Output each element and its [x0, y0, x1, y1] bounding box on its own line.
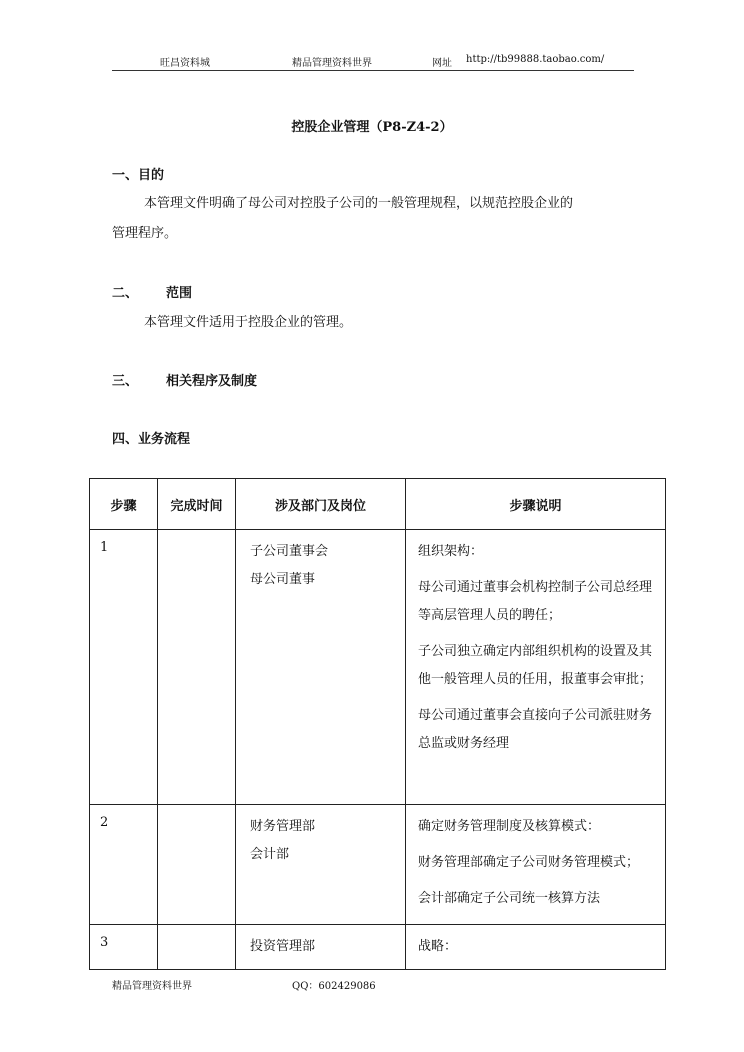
- step-number: 2: [90, 805, 158, 925]
- completion-time: [158, 530, 236, 805]
- section-1-line-2: 管理程序。: [112, 226, 178, 241]
- dept-cell: [236, 530, 406, 805]
- dept-item: 会计部: [250, 847, 290, 862]
- completion-time: [158, 805, 236, 925]
- section-1-line-1: 本管理文件明确了母公司对控股子公司的一般管理规程，以规范控股企业的: [144, 196, 574, 211]
- dept-item: 子公司董事会: [250, 544, 329, 559]
- page-header: [112, 54, 634, 71]
- step-number: 1: [90, 530, 158, 805]
- table-row: [90, 805, 666, 925]
- desc-item: 确定财务管理制度及核算模式：: [418, 819, 601, 834]
- section-4-heading: 四、业务流程: [112, 432, 191, 447]
- desc-cell: [406, 805, 666, 925]
- section-2-text: 本管理文件适用于控股企业的管理。: [144, 315, 353, 330]
- section-3-heading: [112, 370, 258, 389]
- desc-item: 战略：: [418, 939, 458, 954]
- header-desc: 步骤说明: [406, 479, 666, 530]
- header-url-label: 网址: [432, 58, 452, 69]
- desc-cell: [406, 925, 666, 970]
- desc-item: 财务管理部确定子公司财务管理模式；: [418, 855, 640, 870]
- dept-item: 财务管理部: [250, 819, 316, 834]
- header-url: http://tb99888.taobao.com/: [466, 54, 605, 65]
- desc-item: 子公司独立确定内部组织机构的设置及其他一般管理人员的任用，报董事会审批；: [418, 644, 653, 687]
- desc-item: 组织架构：: [418, 544, 484, 559]
- section-1-heading: 一、目的: [112, 168, 165, 183]
- header-time: 完成时间: [158, 479, 236, 530]
- section-3-number: 三、: [112, 374, 139, 389]
- desc-cell: [406, 530, 666, 805]
- table-row: [90, 530, 666, 805]
- section-2-label: 范围: [166, 286, 193, 301]
- desc-item: 会计部确定子公司统一核算方法: [418, 891, 601, 906]
- dept-item: 投资管理部: [250, 939, 316, 954]
- header-step: 步骤: [90, 479, 158, 530]
- document-title: 控股企业管理（P8-Z4-2）: [291, 120, 453, 135]
- dept-cell: [236, 805, 406, 925]
- section-2-number: 二、: [112, 286, 139, 301]
- desc-item: 母公司通过董事会直接向子公司派驻财务总监或财务经理: [418, 708, 653, 751]
- process-table: [89, 478, 666, 970]
- desc-item: 母公司通过董事会机构控制子公司总经理等高层管理人员的聘任；: [418, 580, 653, 623]
- dept-item: 母公司董事: [250, 572, 316, 587]
- completion-time: [158, 925, 236, 970]
- step-number: 3: [90, 925, 158, 970]
- footer-left: 精品管理资料世界: [112, 981, 192, 992]
- table-header-row: [90, 479, 666, 530]
- header-world: 精品管理资料世界: [292, 58, 372, 69]
- table-row: [90, 925, 666, 970]
- section-3-label: 相关程序及制度: [166, 374, 258, 389]
- footer-qq: QQ：602429086: [292, 981, 376, 992]
- header-shop: 旺昌资料城: [160, 58, 210, 69]
- header-dept: 涉及部门及岗位: [236, 479, 406, 530]
- dept-cell: [236, 925, 406, 970]
- section-2-heading: [112, 282, 193, 301]
